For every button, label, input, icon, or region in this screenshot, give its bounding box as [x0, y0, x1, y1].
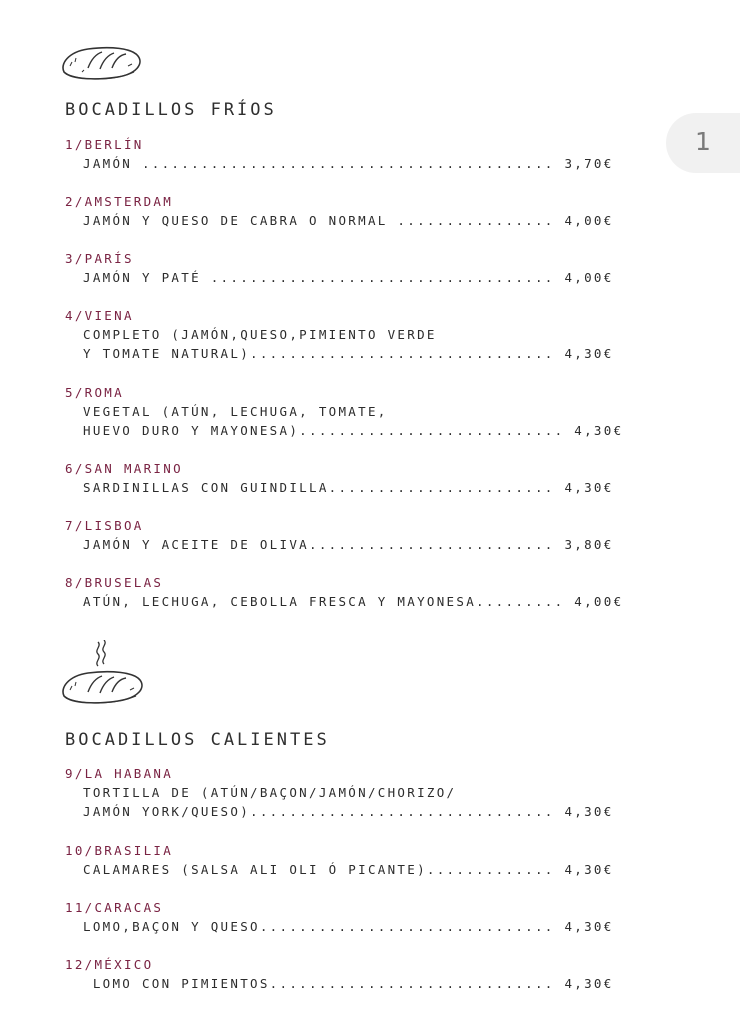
item-description: VEGETAL (ATÚN, LECHUGA, TOMATE,: [83, 404, 388, 419]
item-name: 9/LA HABANA: [65, 766, 174, 781]
item-description: COMPLETO (JAMÓN,QUESO,PIMIENTO VERDE: [83, 327, 437, 342]
hot-bread-icon: [58, 640, 148, 706]
page-number-tab[interactable]: [666, 113, 740, 173]
item-name: 12/MÉXICO: [65, 957, 154, 972]
section-title-cold: BOCADILLOS FRÍOS: [65, 100, 277, 120]
menu-item: [65, 517, 625, 554]
menu-item: [65, 765, 625, 821]
item-name: 4/VIENA: [65, 308, 134, 323]
menu-item: [65, 136, 625, 173]
menu-item: [65, 574, 625, 611]
item-description: JAMÓN Y PATÉ ................................... 4,00€: [83, 270, 614, 285]
item-description: JAMÓN .......................................... 3,70€: [83, 156, 614, 171]
section-title-hot: BOCADILLOS CALIENTES: [65, 730, 330, 750]
item-name: 5/ROMA: [65, 385, 124, 400]
item-description: JAMÓN Y QUESO DE CABRA O NORMAL ................ 4,00€: [83, 213, 614, 228]
item-name: 3/PARÍS: [65, 251, 134, 266]
menu-item: [65, 899, 625, 936]
item-description: SARDINILLAS CON GUINDILLA....................... 4,30€: [83, 480, 614, 495]
menu-item: [65, 842, 625, 879]
item-name: 11/CARACAS: [65, 900, 164, 915]
menu-item: [65, 250, 625, 287]
item-name: 2/AMSTERDAM: [65, 194, 174, 209]
menu-item: [65, 956, 625, 993]
item-description: CALAMARES (SALSA ALI OLI Ó PICANTE)............. 4,30€: [83, 862, 614, 877]
item-description: LOMO CON PIMIENTOS............................. 4,30€: [83, 976, 614, 991]
menu-item: [65, 384, 625, 440]
item-description: TORTILLA DE (ATÚN/BAÇON/JAMÓN/CHORIZO/: [83, 785, 457, 800]
item-description: LOMO,BAÇON Y QUESO.............................. 4,30€: [83, 919, 614, 934]
item-description: JAMÓN Y ACEITE DE OLIVA......................... 3,80€: [83, 537, 614, 552]
item-name: 1/BERLÍN: [65, 137, 144, 152]
item-name: 7/LISBOA: [65, 518, 144, 533]
item-description: Y TOMATE NATURAL)............................... 4,30€: [83, 346, 614, 361]
menu-item: [65, 460, 625, 497]
item-description: HUEVO DURO Y MAYONESA)........................... 4,30€: [83, 423, 624, 438]
bread-icon: [58, 42, 146, 84]
item-description: JAMÓN YORK/QUESO)............................... 4,30€: [83, 804, 614, 819]
item-name: 8/BRUSELAS: [65, 575, 164, 590]
page-number: 1: [695, 127, 711, 156]
menu-item: [65, 193, 625, 230]
item-description: ATÚN, LECHUGA, CEBOLLA FRESCA Y MAYONESA......... 4,00€: [83, 594, 624, 609]
item-name: 10/BRASILIA: [65, 843, 174, 858]
menu-item: [65, 307, 625, 363]
item-name: 6/SAN MARINO: [65, 461, 183, 476]
